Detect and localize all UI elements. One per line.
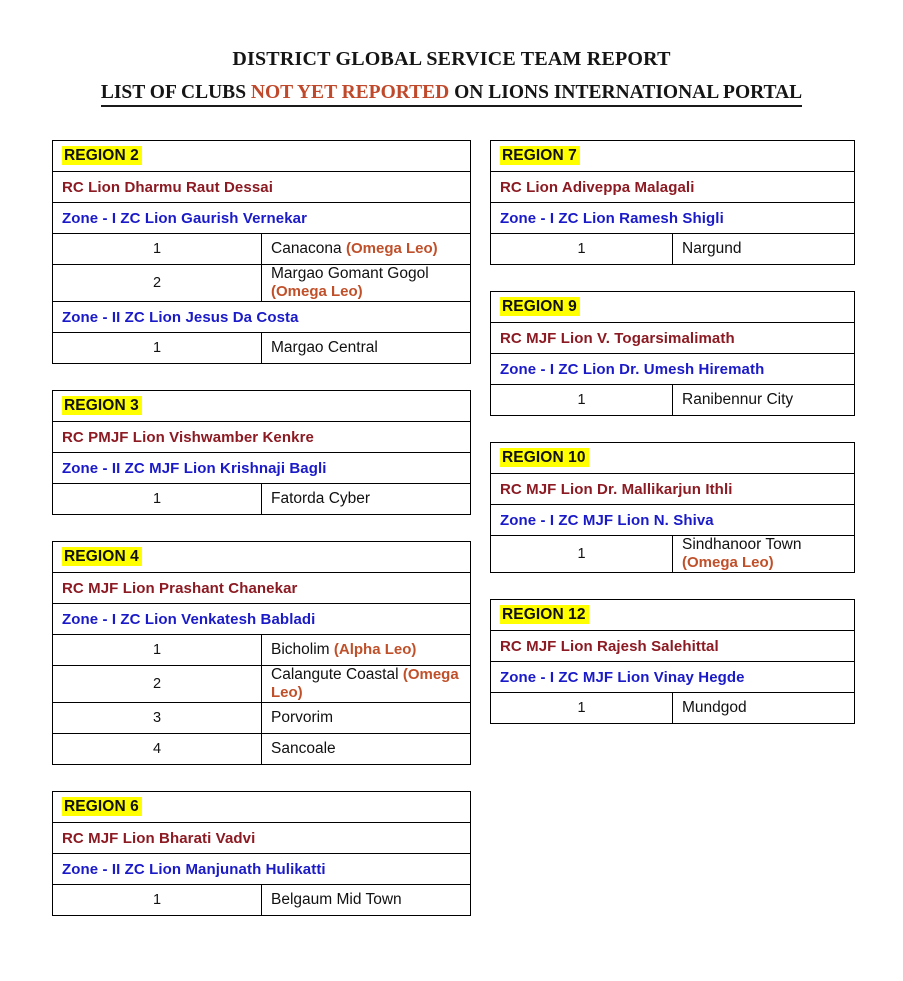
leo-club-tag: (Omega Leo) <box>345 240 438 257</box>
region-header-cell <box>53 542 471 573</box>
zone-chairperson: Zone - I ZC Lion Ramesh Shigli <box>491 203 855 234</box>
leo-club-tag: (Omega Leo) <box>682 554 774 571</box>
club-name <box>262 666 471 703</box>
table-row <box>53 172 471 203</box>
club-name <box>673 536 855 573</box>
subtitle-prefix: LIST OF CLUBS <box>100 82 251 103</box>
table-row <box>491 354 855 385</box>
club-name <box>673 385 855 416</box>
region-header-cell <box>491 443 855 474</box>
table-row <box>491 631 855 662</box>
subtitle-highlight: NOT YET REPORTED <box>250 82 450 103</box>
table-row <box>491 203 855 234</box>
subtitle-suffix: ON LIONS INTERNATIONAL PORTAL <box>449 82 803 103</box>
table-row <box>491 600 855 631</box>
region-label: REGION 3 <box>62 396 142 415</box>
table-row <box>53 573 471 604</box>
table-row <box>53 453 471 484</box>
club-name-text: Margao Gomant Gogol <box>271 265 429 282</box>
region-table <box>52 791 471 916</box>
region-label: REGION 6 <box>62 797 142 816</box>
zone-chairperson: Zone - II ZC Lion Jesus Da Costa <box>53 302 471 333</box>
club-name-text: Calangute Coastal <box>271 666 403 683</box>
zone-chairperson: Zone - I ZC Lion Venkatesh Babladi <box>53 604 471 635</box>
region-table <box>490 599 855 724</box>
region-table <box>490 291 855 416</box>
table-row <box>53 265 471 302</box>
region-label: REGION 9 <box>500 297 580 316</box>
table-row <box>491 662 855 693</box>
club-name <box>262 703 471 734</box>
table-row <box>491 474 855 505</box>
region-label: REGION 7 <box>500 146 580 165</box>
region-label: REGION 4 <box>62 547 142 566</box>
leo-club-tag: (Omega Leo) <box>271 666 459 701</box>
table-row <box>53 422 471 453</box>
club-name-text: Belgaum Mid Town <box>271 891 402 908</box>
club-name <box>262 635 471 666</box>
table-row <box>53 885 471 916</box>
table-row <box>53 542 471 573</box>
club-name-text: Sancoale <box>271 740 336 757</box>
region-header-cell <box>53 792 471 823</box>
table-row <box>53 141 471 172</box>
region-chairperson: RC MJF Lion V. Togarsimalimath <box>491 323 855 354</box>
club-index: 1 <box>53 484 262 515</box>
document-header <box>0 0 903 107</box>
region-chairperson: RC MJF Lion Rajesh Salehittal <box>491 631 855 662</box>
club-name <box>673 234 855 265</box>
region-chairperson: RC MJF Lion Dr. Mallikarjun Ithli <box>491 474 855 505</box>
club-index: 1 <box>491 385 673 416</box>
region-header-cell <box>491 292 855 323</box>
table-row <box>53 635 471 666</box>
region-table <box>490 442 855 573</box>
table-row <box>53 333 471 364</box>
table-row <box>491 536 855 573</box>
zone-chairperson: Zone - I ZC MJF Lion N. Shiva <box>491 505 855 536</box>
club-index: 1 <box>53 333 262 364</box>
left-column <box>52 140 471 942</box>
table-row <box>53 302 471 333</box>
table-row <box>491 693 855 724</box>
region-label: REGION 12 <box>500 605 589 624</box>
club-index: 2 <box>53 666 262 703</box>
region-label: REGION 2 <box>62 146 142 165</box>
club-name <box>262 484 471 515</box>
club-name-text: Mundgod <box>682 699 747 716</box>
leo-club-tag: (Omega Leo) <box>271 283 363 300</box>
table-row <box>53 734 471 765</box>
table-row <box>53 604 471 635</box>
club-name-text: Margao Central <box>271 339 378 356</box>
club-name-text: Ranibennur City <box>682 391 794 408</box>
table-row <box>491 292 855 323</box>
table-row <box>53 703 471 734</box>
club-name-text: Fatorda Cyber <box>271 490 371 507</box>
club-index: 4 <box>53 734 262 765</box>
region-chairperson: RC Lion Adiveppa Malagali <box>491 172 855 203</box>
club-name <box>673 693 855 724</box>
table-row <box>491 385 855 416</box>
table-row <box>491 323 855 354</box>
region-table <box>490 140 855 265</box>
table-row <box>491 234 855 265</box>
right-column <box>490 140 855 750</box>
zone-chairperson: Zone - I ZC Lion Dr. Umesh Hiremath <box>491 354 855 385</box>
table-row <box>53 666 471 703</box>
table-row <box>53 823 471 854</box>
table-row <box>53 391 471 422</box>
table-row <box>491 505 855 536</box>
club-index: 1 <box>53 234 262 265</box>
table-row <box>491 172 855 203</box>
region-chairperson: RC MJF Lion Bharati Vadvi <box>53 823 471 854</box>
club-name-text: Sindhanoor Town <box>682 536 802 553</box>
region-chairperson: RC MJF Lion Prashant Chanekar <box>53 573 471 604</box>
club-name-text: Porvorim <box>271 709 334 726</box>
zone-chairperson: Zone - II ZC Lion Manjunath Hulikatti <box>53 854 471 885</box>
region-header-cell <box>491 600 855 631</box>
zone-chairperson: Zone - I ZC MJF Lion Vinay Hegde <box>491 662 855 693</box>
table-row <box>53 854 471 885</box>
club-name-text: Canacona <box>271 240 346 257</box>
region-table <box>52 541 471 765</box>
leo-club-tag: (Alpha Leo) <box>333 641 417 658</box>
club-name <box>262 333 471 364</box>
table-row <box>53 203 471 234</box>
club-name <box>262 234 471 265</box>
club-index: 1 <box>53 635 262 666</box>
region-chairperson: RC PMJF Lion Vishwamber Kenkre <box>53 422 471 453</box>
page-subtitle <box>101 82 802 107</box>
club-index: 1 <box>491 536 673 573</box>
zone-chairperson: Zone - I ZC Lion Gaurish Vernekar <box>53 203 471 234</box>
club-name <box>262 265 471 302</box>
region-header-cell <box>53 141 471 172</box>
region-table <box>52 140 471 364</box>
region-header-cell <box>53 391 471 422</box>
table-row <box>491 141 855 172</box>
club-index: 1 <box>53 885 262 916</box>
table-row <box>53 234 471 265</box>
club-index: 2 <box>53 265 262 302</box>
table-row <box>53 792 471 823</box>
table-row <box>53 484 471 515</box>
club-name-text: Bicholim <box>271 641 334 658</box>
region-header-cell <box>491 141 855 172</box>
zone-chairperson: Zone - II ZC MJF Lion Krishnaji Bagli <box>53 453 471 484</box>
club-name <box>262 885 471 916</box>
club-name <box>262 734 471 765</box>
region-chairperson: RC Lion Dharmu Raut Dessai <box>53 172 471 203</box>
page-title: DISTRICT GLOBAL SERVICE TEAM REPORT <box>232 48 671 70</box>
club-index: 1 <box>491 693 673 724</box>
club-index: 1 <box>491 234 673 265</box>
club-index: 3 <box>53 703 262 734</box>
region-table <box>52 390 471 515</box>
club-name-text: Nargund <box>682 240 742 257</box>
table-row <box>491 443 855 474</box>
region-label: REGION 10 <box>500 448 589 467</box>
